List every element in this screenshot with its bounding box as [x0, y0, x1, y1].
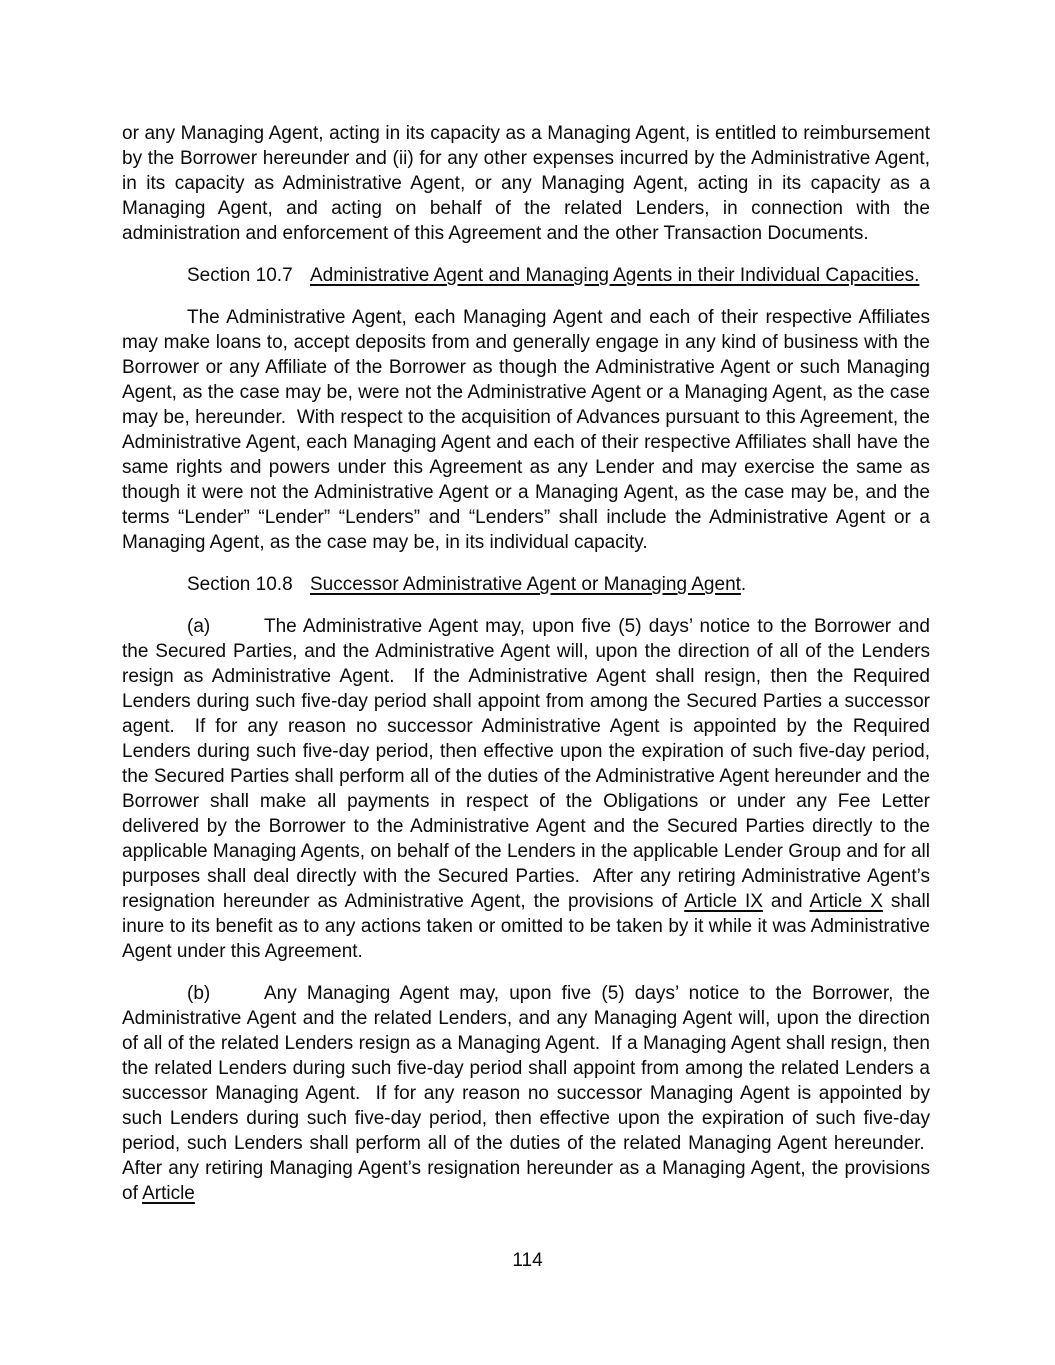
section-number: Section 10.8 — [187, 574, 293, 595]
continuation-paragraph — [122, 121, 930, 246]
list-marker: (a) — [187, 616, 211, 637]
text-run: and — [762, 891, 810, 912]
text-run: The Administrative Agent may, upon five (5) days’ notice to the Borrower and the Secured Parties, and the Administrative Agent will, upon the direction of all of the Lenders resign as Administrative Agent. If the Administrative Agent shall resign, then the Required Lenders during such five-day period shall appoint from among the Secured Parties a successor agent. If for any reason no successor Administrative Agent is appointed by the Required Lenders during such five-day period, then effective upon the expiration of such five-day period, the Secured Parties shall perform all of the duties of the Administrative Agent hereunder and the Borrower shall make all payments in respect of the Obligations or under any Fee Letter delivered by the Borrower to the Administrative Agent and the Secured Parties directly to the applicable Managing Agents, on behalf of the Lenders in the applicable Lender Group and for all purposes shall deal directly with the Secured Parties. After any retiring Administrative Agent’s resignation hereunder as Administrative Agent, the provisions of — [122, 616, 930, 912]
page-footer — [0, 1248, 1055, 1273]
list-marker: (b) — [187, 983, 211, 1004]
section-title: Administrative Agent and Managing Agents in their Individual Capacities. — [310, 265, 920, 286]
section-heading — [122, 572, 930, 597]
text-run: The Administrative Agent, each Managing Agent and each of their respective Affiliates may make loans to, accept deposits from and generally engage in any kind of business with the Borrower or any Affiliate of the Borrower as though the Administrative Agent or such Managing Agent, as the case may be, were not the Administrative Agent or a Managing Agent, as the case may be, hereunder. With respect to the acquisition of Advances pursuant to this Agreement, the Administrative Agent, each Managing Agent and each of their respective Affiliates shall have the same rights and powers under this Agreement as any Lender and may exercise the same as though it were not the Administrative Agent or a Managing Agent, as the case may be, and the terms “Lender” “Lender” “Lenders” and “Lenders” shall include the Administrative Agent or a Managing Agent, as the case may be, in its individual capacity. — [122, 307, 930, 553]
cross-reference: Article X — [809, 891, 883, 912]
page-number: 114 — [512, 1250, 543, 1271]
section-title: Successor Administrative Agent or Managing Agent — [310, 574, 741, 595]
cross-reference: Article IX — [684, 891, 763, 912]
document-body — [122, 121, 930, 1223]
section-title-tail: . — [740, 574, 747, 595]
section-heading — [122, 263, 930, 288]
text-run: shall inure to its benefit as to any actions taken or omitted to be taken by it while it was Administrative Agent under this Agreement. — [122, 891, 930, 962]
list-paragraph — [122, 981, 930, 1206]
text-run: Any Managing Agent may, upon five (5) days’ notice to the Borrower, the Administrative Agent and the related Lenders, and any Managing Agent will, upon the direction of all of the related Lenders resign as a Managing Agent. If a Managing Agent shall resign, then the related Lenders during such five-day period shall appoint from among the related Lenders a successor Managing Agent. If for any reason no successor Managing Agent is appointed by such Lenders during such five-day period, then effective upon the expiration of such five-day period, such Lenders shall perform all of the duties of the related Managing Agent hereunder. After any retiring Managing Agent’s resignation hereunder as a Managing Agent, the provisions of — [122, 983, 930, 1204]
text-run: or any Managing Agent, acting in its capacity as a Managing Agent, is entitled to reimbursement by the Borrower hereunder and (ii) for any other expenses incurred by the Administrative Agent, in its capacity as Administrative Agent, or any Managing Agent, acting in its capacity as a Managing Agent, and acting on behalf of the related Lenders, in connection with the administration and enforcement of this Agreement and the other Transaction Documents. — [122, 123, 930, 244]
cross-reference: Article — [142, 1183, 195, 1204]
list-paragraph — [122, 614, 930, 964]
section-number: Section 10.7 — [187, 265, 293, 286]
body-paragraph — [122, 305, 930, 555]
